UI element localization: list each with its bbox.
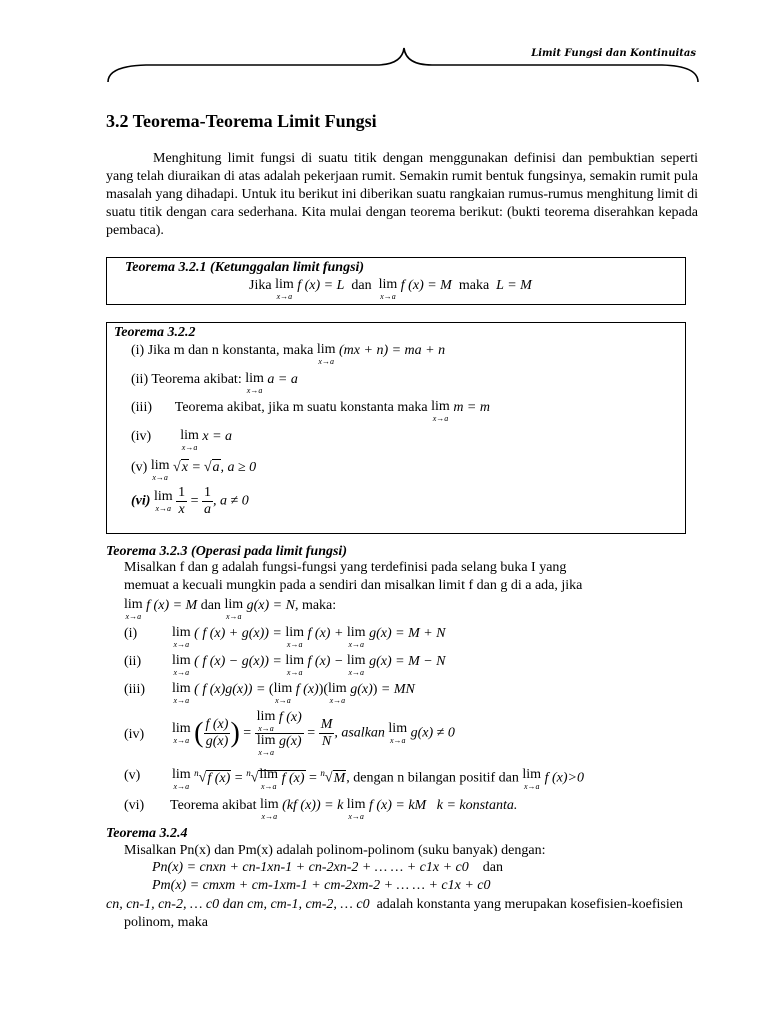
math-term: n: [246, 768, 251, 778]
lim-subscript: x→a: [348, 812, 364, 821]
math-term: , asalkan: [334, 725, 385, 741]
denominator: N: [321, 734, 332, 749]
word-jika: Jika: [249, 278, 272, 293]
intro-text: Menghitung limit fungsi di suatu titik dengan menggunakan definisi dan pembuktian seperti yang telah diuraikan di atas adalah pekerjaan rumit. Semakin rumit bentuk fungsinya, semakin rumit pula masalah yang dihadapi. Untuk itu berikut ini diberikan suatu rangkaian rumus-rumus menghitung limit di suatu titik dengan cara sederhana. Kita mulai dengan teorema berikut: (bukti teorema diserahkan kepada pembaca).: [106, 151, 698, 238]
theorem-3-2-2-item-iii: [131, 400, 490, 423]
lim-operator: [259, 768, 278, 791]
lim-subscript: x→a: [348, 668, 365, 677]
expr-f-equals-M: f (x) = M: [400, 278, 452, 293]
theorem-3-2-3-line2: [124, 578, 582, 594]
math-term: =: [234, 770, 243, 786]
theorem-3-2-2-item-vi: [131, 485, 249, 518]
word-dan: dan: [200, 598, 221, 613]
lim-subscript: x→a: [225, 612, 242, 621]
fraction-limf-over-limg: [255, 710, 304, 757]
numerator: M: [320, 717, 333, 732]
math-term: x: [181, 460, 188, 475]
lim-operator: [285, 626, 304, 649]
item-i-text: (i) Jika m dan n konstanta, maka: [131, 343, 314, 358]
math-term: ( f (x)g(x)) =: [194, 682, 266, 697]
lim-word: lim: [150, 458, 170, 473]
math-term: M: [333, 770, 346, 786]
item-ii-text: (ii) Teorema akibat:: [131, 372, 242, 387]
op-item-ii: [172, 654, 446, 677]
sqrt-a: √a: [203, 460, 220, 475]
item-iv-expression: x = a: [202, 429, 233, 444]
math-term: g(x): [350, 682, 373, 697]
lim-subscript: x→a: [258, 748, 274, 757]
lim-operator: [388, 722, 407, 745]
lim-subscript: x→a: [173, 736, 190, 745]
lim-subscript: x→a: [329, 696, 346, 705]
lim-subscript: x→a: [173, 668, 190, 677]
lim-word: lim: [378, 277, 398, 292]
item-ii-expression: a = a: [267, 372, 298, 387]
item-vi-number: (vi): [131, 493, 151, 509]
math-term: [108, 48, 698, 82]
theorem-3-2-2-item-ii: [131, 372, 298, 395]
math-term: [320, 768, 325, 778]
denominator: g(x): [205, 734, 229, 749]
lim-word: lim: [388, 721, 408, 736]
numerator: f (x): [205, 717, 229, 732]
math-term: f (x): [281, 770, 305, 786]
fraction-f-over-g: [204, 717, 231, 750]
op-item-iv-number: (iv): [124, 727, 145, 742]
lim-word: lim: [328, 681, 347, 696]
lim-operator: [224, 598, 243, 621]
lim-subscript: x→a: [261, 812, 278, 821]
lim-subscript: x→a: [181, 443, 198, 452]
lim-operator: [172, 654, 191, 677]
theorem-3-2-2-item-i: [131, 343, 445, 366]
conclusion-L-equals-M: L = M: [496, 278, 532, 293]
math-term: =: [309, 770, 317, 786]
lim-word: lim: [256, 733, 276, 748]
lim-subscript: x→a: [173, 782, 190, 791]
math-term: n: [194, 768, 199, 778]
lim-word: lim: [259, 797, 279, 812]
lim-word: lim: [285, 653, 305, 668]
fraction-1-over-x: [176, 485, 187, 518]
lim-word: lim: [172, 721, 191, 736]
lim-subscript: x→a: [152, 473, 168, 482]
math-term: Misalkan f dan g adalah fungsi-fungsi yang terdefinisi pada selang buka I yang: [124, 560, 567, 575]
lim-operator: [347, 654, 366, 677]
op-item-v: lim x→a $^n$√f (x) = $^n$√ lim x→a f (x) = $^n$√M, dengan n bilangan positif dan lim x→a f (x)>0: [172, 767, 584, 791]
item-v-number: (v): [131, 460, 148, 475]
math-term: cn, cn-1, cn-2, … c0 dan cm, cm-1, cm-2, … c0: [106, 897, 370, 912]
theorem-3-2-1-box: [106, 257, 686, 305]
lim-operator: [180, 429, 199, 452]
premise-f: f (x) = M: [146, 598, 198, 613]
op-item-i-number: (i): [124, 626, 138, 641]
lim-operator: [172, 722, 191, 745]
math-term: k = konstanta.: [436, 798, 518, 813]
lim-subscript: x→a: [380, 292, 396, 301]
op-item-iii-number: (iii): [124, 682, 145, 697]
math-term: Pn(x) = cnxn + cn-1xn-1 + cn-2xn-2 + … … + c1x + c0: [152, 860, 469, 875]
theorem-3-2-2-box: [106, 322, 686, 534]
lim-word: lim: [346, 653, 366, 668]
lim-operator: [260, 798, 279, 821]
math-term: memuat a kecuali mungkin pada a sendiri dan misalkan limit f dan g di a ada, jika: [124, 578, 583, 593]
lim-word: lim: [273, 681, 293, 696]
lim-word: lim: [224, 597, 244, 612]
lim-operator: [431, 400, 450, 423]
op-item-iv: lim x→a ( $\frac{f (x)}{g(x)}$ ) = lim x→a f (x) lim x→a g(x) = $\frac{M}{N}$ , asalkan lim x→a g(x) ≠ 0: [172, 709, 455, 757]
lim-word: lim: [153, 489, 173, 504]
lim-operator: [347, 798, 366, 821]
coefficients-line: [106, 897, 683, 913]
word-maka: maka: [458, 278, 490, 293]
item-iv-number: (iv): [131, 429, 152, 444]
op-item-iii: lim x→a ( f (x)g(x)) = ( lim x→a f (x))( lim x→a g(x)) = MN: [172, 681, 415, 705]
math-term: Pm(x) = cmxm + cm-1xm-1 + cm-2xm-2 + … … + c1x + c0: [152, 878, 491, 893]
math-term: f (x) +: [307, 626, 344, 641]
lim-operator: [154, 490, 173, 513]
lim-operator: [328, 682, 347, 705]
lim-word: lim: [316, 342, 336, 357]
math-term: g(x) ≠ 0: [410, 725, 455, 741]
lim-operator: [317, 343, 336, 366]
section-title: 3.2 Teorema-Teorema Limit Fungsi: [106, 111, 377, 131]
denominator: x: [178, 502, 185, 517]
theorem-3-2-3-title: Teorema 3.2.3 (Operasi pada limit fungsi): [106, 544, 347, 559]
op-item-i: [172, 626, 446, 649]
word-dan: dan: [351, 278, 372, 293]
equals-sign: =: [190, 493, 199, 509]
theorem-3-2-1-title: Teorema 3.2.1 (Ketunggalan limit fungsi): [125, 260, 365, 275]
math-term: f (x) −: [307, 654, 344, 669]
numerator: 1: [204, 485, 212, 500]
lim-subscript: x→a: [246, 386, 263, 395]
lim-operator: [379, 278, 398, 301]
theorem-3-2-2-item-v: [131, 459, 256, 482]
premise-g: g(x) = N: [246, 598, 295, 613]
lim-subscript: x→a: [389, 736, 406, 745]
header-brace-ornament: [106, 44, 700, 94]
numerator: 1: [178, 485, 186, 500]
lim-operator: [151, 459, 170, 482]
lim-word: lim: [245, 371, 264, 386]
lim-operator: [172, 626, 191, 649]
lim-word: lim: [124, 597, 143, 612]
theorem-3-2-4-last-line: polinom, maka: [124, 915, 208, 930]
lim-subscript: x→a: [432, 414, 449, 423]
theorem-3-2-3-premise: [124, 598, 336, 621]
lim-word: lim: [172, 767, 191, 782]
running-header: Limit Fungsi dan Kontinuitas: [531, 48, 696, 59]
op-item-ii-number: (ii): [124, 654, 142, 669]
math-term: g(x): [279, 734, 302, 749]
math-term: g(x) = M − N: [369, 654, 446, 669]
lim-operator: [347, 626, 366, 649]
polynomial-Pn: [152, 860, 503, 876]
item-i-expression: (mx + n) = ma + n: [339, 343, 446, 358]
lim-subscript: x→a: [275, 696, 291, 705]
lim-word: lim: [346, 797, 366, 812]
math-term: ( f (x) + g(x)) =: [194, 626, 282, 641]
theorem-3-2-1-statement: [249, 278, 532, 301]
math-term: [131, 494, 150, 509]
equals-sign: =: [192, 460, 201, 475]
lim-operator: [522, 768, 541, 791]
math-term: f (x): [207, 770, 231, 786]
lim-word: lim: [285, 625, 305, 640]
lim-subscript: x→a: [318, 357, 334, 366]
fraction-1-over-a: [202, 485, 213, 518]
lim-subscript: x→a: [173, 640, 190, 649]
denominator: a: [204, 502, 212, 517]
math-term: g(x) = M + N: [369, 626, 446, 641]
lim-subscript: x→a: [155, 504, 172, 513]
math-term: f (x)>0: [544, 770, 584, 786]
theorem-3-2-2-title: Teorema 3.2.2: [114, 325, 196, 340]
word-maka: , maka:: [294, 598, 337, 613]
lim-subscript: x→a: [348, 640, 365, 649]
item-iii-expression: m = m: [453, 400, 490, 415]
lim-subscript: x→a: [260, 782, 277, 791]
math-term: dan: [482, 860, 503, 875]
math-term: f (x) = kM: [368, 798, 427, 813]
math-term: = MN: [380, 682, 415, 697]
math-term: [246, 768, 251, 778]
op-item-vi-number: (vi): [124, 798, 145, 813]
lim-subscript: x→a: [173, 696, 190, 705]
math-term: Teorema akibat: [170, 798, 257, 813]
lim-operator: [275, 278, 294, 301]
lim-operator: [245, 372, 264, 395]
lim-subscript: x→a: [276, 292, 293, 301]
op-item-v-number: (v): [124, 768, 141, 783]
item-vi-condition: , a ≠ 0: [213, 493, 249, 509]
lim-operator: [172, 682, 191, 705]
lim-word: lim: [256, 709, 276, 724]
lim-subscript: x→a: [286, 668, 303, 677]
parenthesis: (: [194, 717, 204, 749]
item-v-condition: , a ≥ 0: [220, 460, 257, 475]
math-term: [194, 768, 199, 778]
numerator: [255, 710, 304, 734]
math-term: (kf (x)) = k: [282, 798, 344, 813]
lim-word: lim: [346, 625, 366, 640]
lim-subscript: x→a: [258, 724, 274, 733]
lim-word: lim: [172, 681, 191, 696]
lim-word: lim: [172, 653, 191, 668]
math-term: a: [212, 460, 220, 475]
denominator: [255, 734, 304, 757]
math-term: f (x): [295, 682, 319, 697]
fraction-M-over-N: [319, 717, 335, 750]
theorem-3-2-4-title: Teorema 3.2.4: [106, 826, 188, 841]
theorem-3-2-2-item-iv: [131, 429, 232, 452]
lim-operator: [285, 654, 304, 677]
lim-word: lim: [431, 399, 450, 414]
expr-f-equals-L: f (x) = L: [297, 278, 345, 293]
item-iii-text: Teorema akibat, jika m suatu konstanta maka: [174, 400, 428, 415]
math-term: , dengan n bilangan positif dan: [346, 770, 519, 786]
parenthesis: ): [230, 717, 240, 749]
lim-operator: [172, 768, 191, 791]
math-term: adalah konstanta yang merupakan kosefisien-koefisien: [376, 897, 683, 912]
sqrt-x: √x: [173, 460, 188, 475]
item-iii-number: (iii): [131, 400, 152, 415]
lim-subscript: x→a: [125, 612, 142, 621]
lim-operator: [124, 598, 143, 621]
lim-subscript: x→a: [286, 640, 303, 649]
intro-paragraph: [106, 150, 698, 240]
math-term: [258, 767, 305, 791]
lim-word: lim: [275, 277, 294, 292]
lim-operator: [274, 682, 293, 705]
math-term: ( f (x) − g(x)) =: [194, 654, 282, 669]
lim-word: lim: [172, 625, 191, 640]
lim-subscript: x→a: [523, 782, 540, 791]
lim-operator: [257, 710, 276, 733]
polynomial-Pm: [152, 878, 491, 894]
op-item-vi: [170, 798, 517, 821]
lim-word: lim: [259, 767, 279, 782]
lim-word: lim: [522, 767, 542, 782]
theorem-3-2-4-line1: Misalkan Pn(x) dan Pm(x) adalah polinom-polinom (suku banyak) dengan:: [124, 843, 546, 858]
math-term: f (x): [278, 710, 302, 725]
lim-operator: [257, 734, 276, 757]
theorem-3-2-3-line1: [124, 560, 699, 576]
math-term: n: [320, 768, 325, 778]
lim-word: lim: [180, 428, 199, 443]
